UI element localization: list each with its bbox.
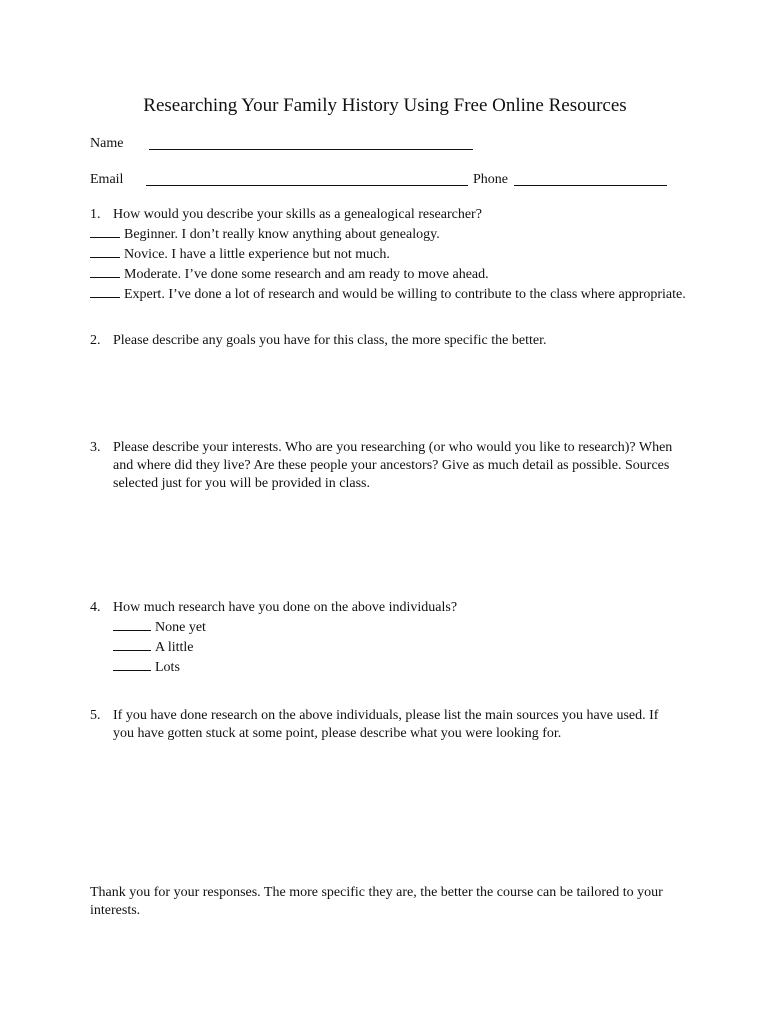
option-none-yet	[90, 617, 710, 637]
question-number: 1.	[90, 207, 101, 222]
question-text: How would you describe your skills as a genealogical researcher?	[113, 207, 482, 222]
email-phone-row	[90, 171, 690, 191]
email-field[interactable]	[146, 185, 468, 186]
email-label: Email	[90, 172, 124, 187]
question-4	[90, 599, 710, 677]
phone-field[interactable]	[514, 185, 667, 186]
option-a-little	[90, 637, 710, 657]
option-expert	[90, 284, 704, 304]
option-label: Beginner. I don’t really know anything about genealogy.	[124, 227, 440, 242]
question-1-text-block	[90, 206, 710, 224]
phone-label: Phone	[473, 172, 508, 187]
option-beginner	[90, 224, 710, 244]
option-novice	[90, 244, 710, 264]
question-text: Please describe any goals you have for this class, the more specific the better.	[113, 333, 547, 348]
question-number: 3.	[90, 440, 101, 455]
question-number: 2.	[90, 333, 101, 348]
option-label: Lots	[155, 660, 180, 675]
option-label: Novice. I have a little experience but not much.	[124, 247, 390, 262]
question-1	[90, 206, 710, 304]
option-label: A little	[155, 640, 194, 655]
question-3-text-block	[90, 439, 695, 493]
question-2	[90, 332, 710, 350]
question-5-text-block	[90, 707, 680, 743]
question-number: 4.	[90, 600, 101, 615]
question-number: 5.	[90, 708, 101, 723]
closing-note: Thank you for your responses. The more specific they are, the better the course can be tailored to your interests.	[90, 885, 663, 918]
option-blank[interactable]	[113, 637, 151, 651]
option-lots	[90, 657, 710, 677]
name-field[interactable]	[149, 149, 473, 150]
name-label: Name	[90, 136, 124, 151]
question-text: How much research have you done on the above individuals?	[113, 600, 458, 615]
question-2-text-block	[90, 332, 710, 350]
option-label: Expert. I’ve done a lot of research and would be willing to contribute to the class where appropriate.	[124, 287, 686, 302]
option-blank[interactable]	[90, 224, 120, 238]
question-5	[90, 707, 680, 743]
option-blank[interactable]	[113, 657, 151, 671]
question-text: Please describe your interests. Who are you researching (or who would you like to research)? When and where did they live? Are these people your ancestors? Give as much detail as possible. Sources selected just for you will be provided in class.	[113, 440, 673, 491]
name-row	[90, 135, 490, 155]
option-blank[interactable]	[90, 244, 120, 258]
option-label: Moderate. I’ve done some research and am ready to move ahead.	[124, 267, 489, 282]
option-moderate	[90, 264, 710, 284]
option-blank[interactable]	[113, 617, 151, 631]
question-text: If you have done research on the above individuals, please list the main sources you have used. If you have gotten stuck at some point, please describe what you were looking for.	[113, 708, 659, 741]
question-4-text-block	[90, 599, 710, 617]
option-label: None yet	[155, 620, 206, 635]
option-blank[interactable]	[90, 284, 120, 298]
option-blank[interactable]	[90, 264, 120, 278]
page-title: Researching Your Family History Using Free Online Resources	[143, 95, 627, 116]
question-3	[90, 439, 695, 493]
